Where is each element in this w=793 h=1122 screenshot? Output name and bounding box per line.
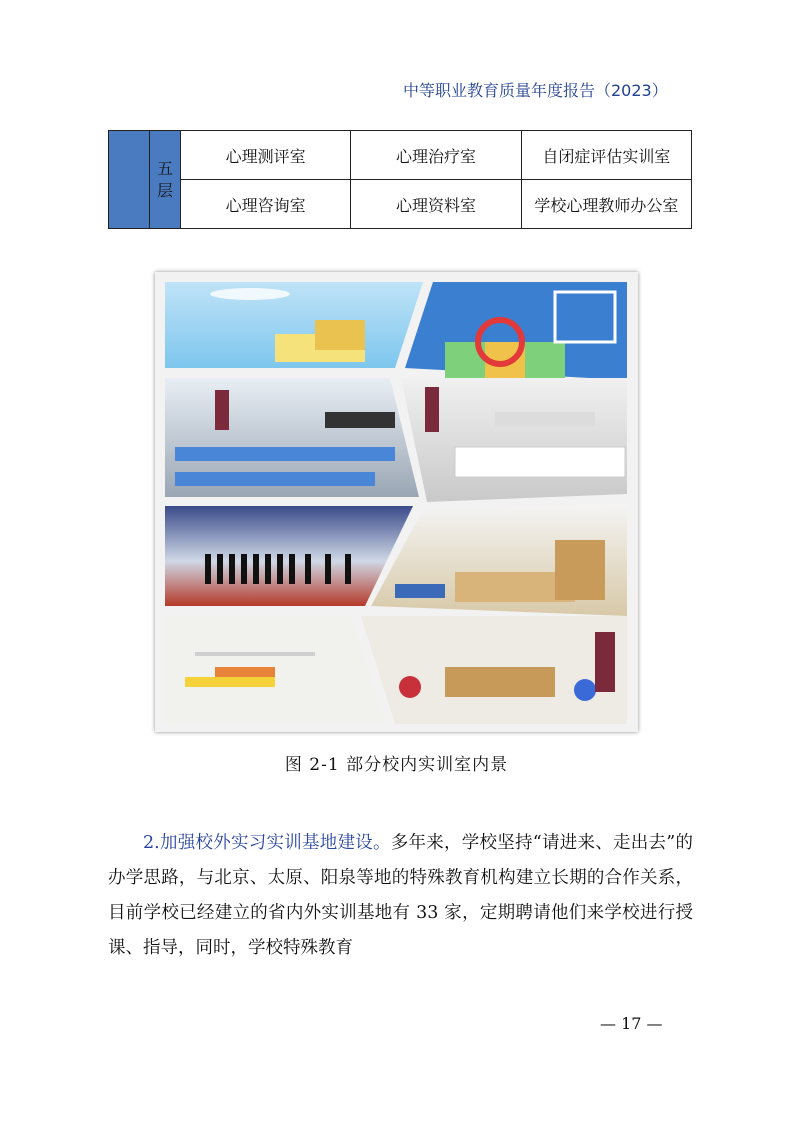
- floor-label: 五层: [150, 131, 181, 229]
- table-cell: 心理测评室: [181, 131, 351, 180]
- photo-collage: [155, 272, 638, 732]
- photo-dance-room: [165, 506, 413, 606]
- table-cell: 心理资料室: [351, 180, 521, 229]
- photo-massage-room: [401, 378, 627, 502]
- table-side-band: [109, 131, 150, 229]
- photo-play-room: [361, 616, 627, 724]
- photo-sensory-gym: [405, 282, 627, 380]
- photo-activity-room: [165, 616, 385, 724]
- table-cell: 自闭症评估实训室: [521, 131, 691, 180]
- table-cell: 心理咨询室: [181, 180, 351, 229]
- table-row: [109, 180, 692, 229]
- section-heading: 2.加强校外实习实训基地建设。: [143, 833, 391, 853]
- paragraph-text: 多年来，学校坚持“请进来、走出去”的办学思路，与北京、太原、阳泉等地的特殊教育机构建立长期的合作关系，目前学校已经建立的省内外实训基地有 33 家，定期聘请他们来学校进行授课、指导，同时，学校特殊教育: [108, 833, 693, 958]
- report-header: 中等职业教育质量年度报告（2023）: [403, 81, 668, 100]
- body-paragraph: [108, 826, 693, 966]
- photo-computer-lab: [165, 378, 419, 497]
- collage-svg: [155, 272, 638, 732]
- table-cell: 学校心理教师办公室: [521, 180, 691, 229]
- photo-rehab-room: [371, 504, 627, 616]
- rooms-table: [108, 130, 692, 229]
- table-cell: 心理治疗室: [351, 131, 521, 180]
- figure-caption: 图 2-1 部分校内实训室内景: [284, 755, 509, 775]
- page-number: — 17 —: [600, 1014, 663, 1033]
- table-row: [109, 131, 692, 180]
- photo-sensory-room: [165, 282, 423, 368]
